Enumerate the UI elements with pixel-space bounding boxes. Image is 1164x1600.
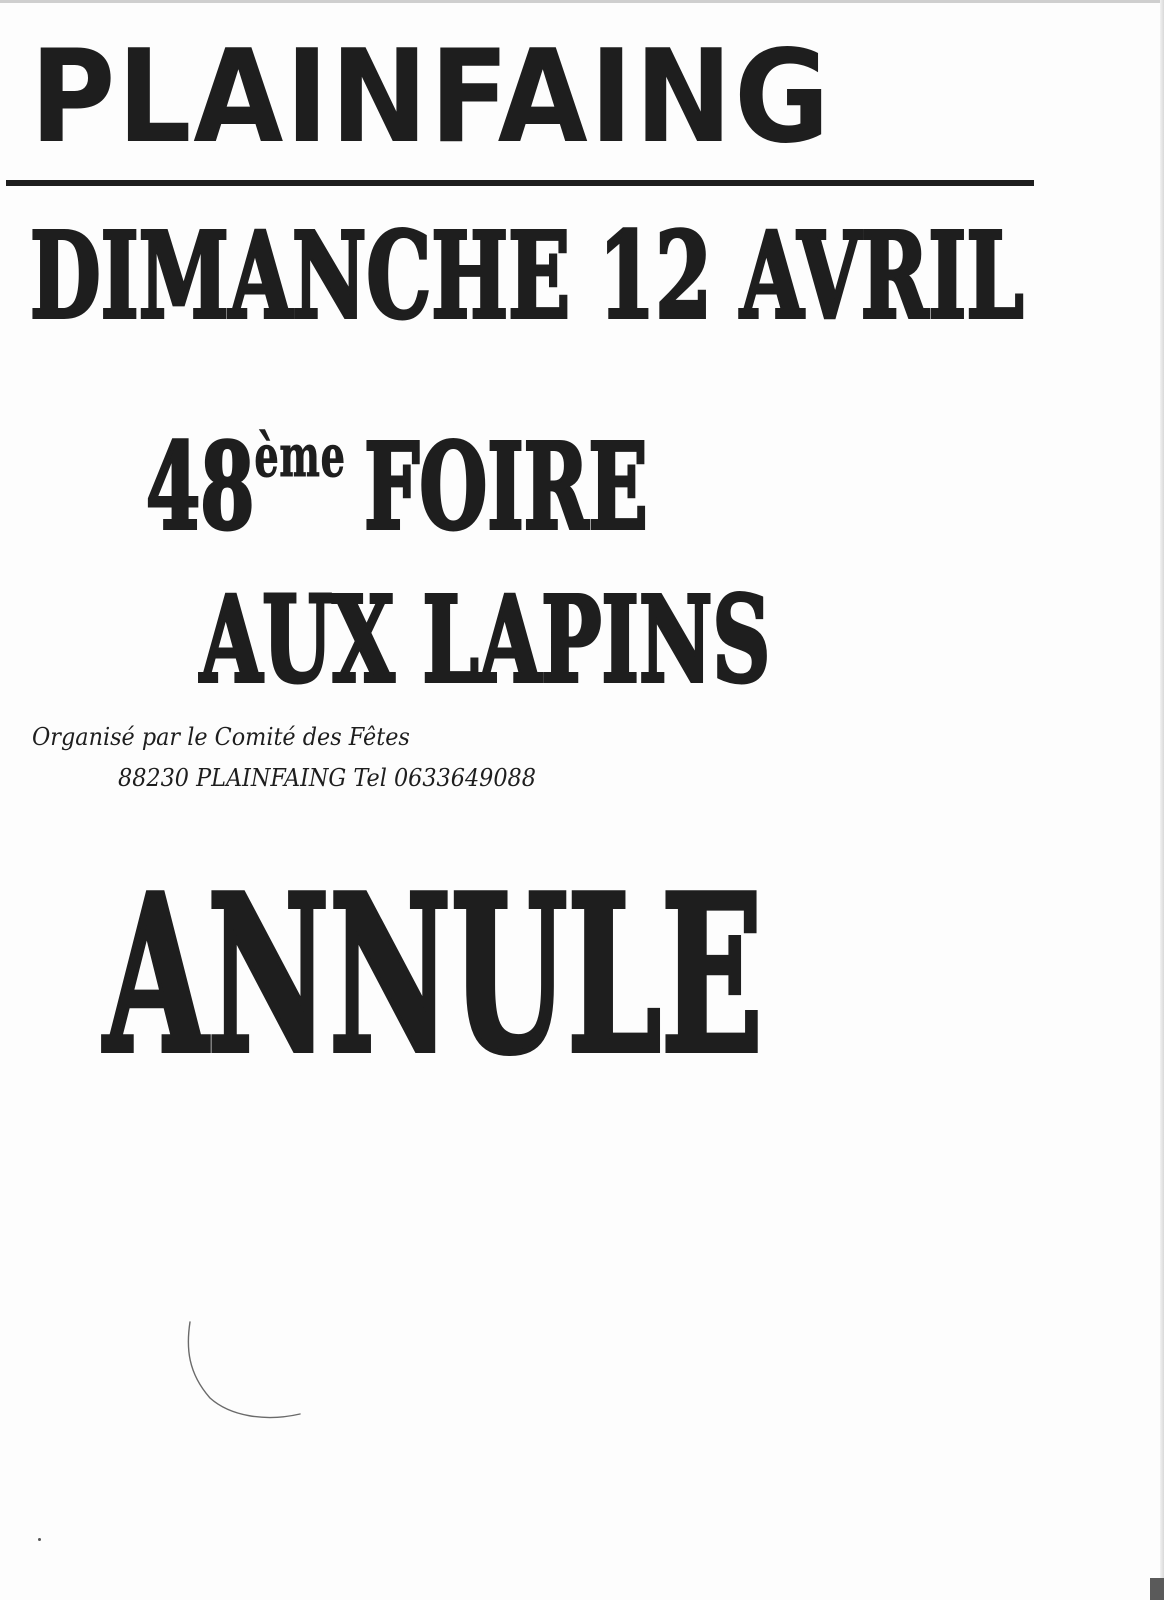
title-underline	[6, 180, 1034, 186]
cancelled-status: ANNULE	[104, 848, 763, 1101]
edition-suffix: ème	[254, 422, 346, 490]
event-word: FOIRE	[364, 417, 648, 556]
scan-speck	[38, 1538, 41, 1541]
organizer-contact: 88230 PLAINFAING Tel 0633649088	[118, 764, 536, 792]
scan-edge-right	[1160, 0, 1164, 1600]
scan-edge-top	[0, 0, 1164, 3]
event-name: AUX LAPINS	[200, 570, 771, 709]
edition-heading	[146, 388, 648, 555]
pen-stroke-mark	[180, 1318, 320, 1428]
scan-corner-mark	[1150, 1578, 1164, 1600]
organizer-line: Organisé par le Comité des Fêtes	[32, 723, 410, 751]
town-title: PLAINFAING	[30, 23, 832, 172]
event-date: DIMANCHE 12 AVRIL	[30, 206, 1024, 345]
edition-number: 48	[146, 417, 255, 556]
